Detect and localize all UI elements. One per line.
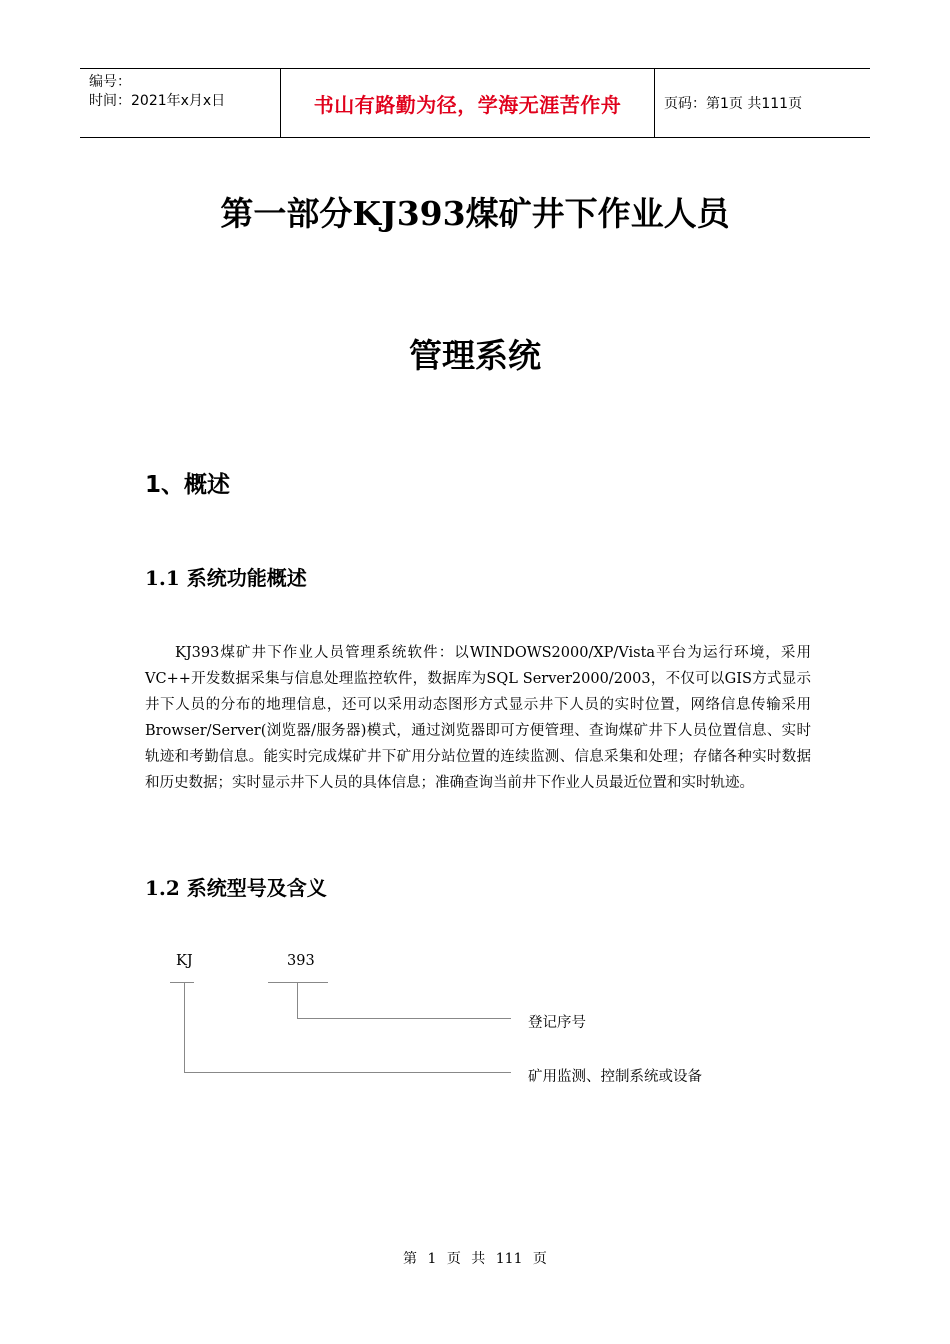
code-393-underline bbox=[268, 982, 328, 983]
section-heading-overview: 1、概述 bbox=[145, 472, 231, 498]
section-heading-model-meaning: 1.2 系统型号及含义 bbox=[145, 876, 327, 900]
page-info-text: 页码：第1页 共111页 bbox=[664, 96, 803, 112]
label-registration-number: 登记序号 bbox=[528, 1015, 586, 1031]
function-overview-paragraph: KJ393煤矿井下作业人员管理系统软件：以WINDOWS2000/XP/Vista平台为运行环境，采用VC++开发数据采集与信息处理监控软件，数据库为SQL Server2000/2003，不仅可以GIS方式显示井下人员的分布的地理信息，还可以采用动态图形方式显示井下人员的实时位置，网络信息传输采用Browser/Server(浏览器/服务器)模式，通过浏览器即可方便管理、查询煤矿井下人员位置信息、实时轨迹和考勤信息。能实时完成煤矿井下矿用分站位置的连续监测、信息采集和处理；存储各种实时数据和历史数据；实时显示井下人员的具体信息；准确查询当前井下作业人员最近位置和实时轨迹。 bbox=[145, 645, 811, 791]
document-title-line1: 第一部分KJ393煤矿井下作业人员 bbox=[220, 194, 730, 233]
header-meta bbox=[80, 69, 281, 137]
motto-text: 书山有路勤为径，学海无涯苦作舟 bbox=[313, 92, 622, 117]
code-kj: KJ bbox=[176, 953, 193, 969]
kj-underline bbox=[170, 982, 194, 983]
document-title-line2: 管理系统 bbox=[409, 336, 541, 375]
header-page-info bbox=[655, 69, 870, 137]
label-mine-monitoring-system: 矿用监测、控制系统或设备 bbox=[528, 1069, 702, 1085]
code-393: 393 bbox=[287, 953, 315, 969]
page-footer: 第 1 页 共 111 页 bbox=[403, 1251, 547, 1267]
header-motto-cell bbox=[281, 69, 655, 137]
page-header bbox=[80, 68, 870, 138]
kj-connector-vertical bbox=[184, 982, 185, 1072]
code-393-connector-horizontal bbox=[297, 1018, 511, 1019]
kj-connector-horizontal bbox=[184, 1072, 511, 1073]
code-393-connector-vertical bbox=[297, 982, 298, 1018]
number-label: 编号： bbox=[89, 74, 131, 90]
time-label: 时间：2021年x月x日 bbox=[89, 93, 226, 109]
section-heading-function-overview: 1.1 系统功能概述 bbox=[145, 566, 307, 590]
